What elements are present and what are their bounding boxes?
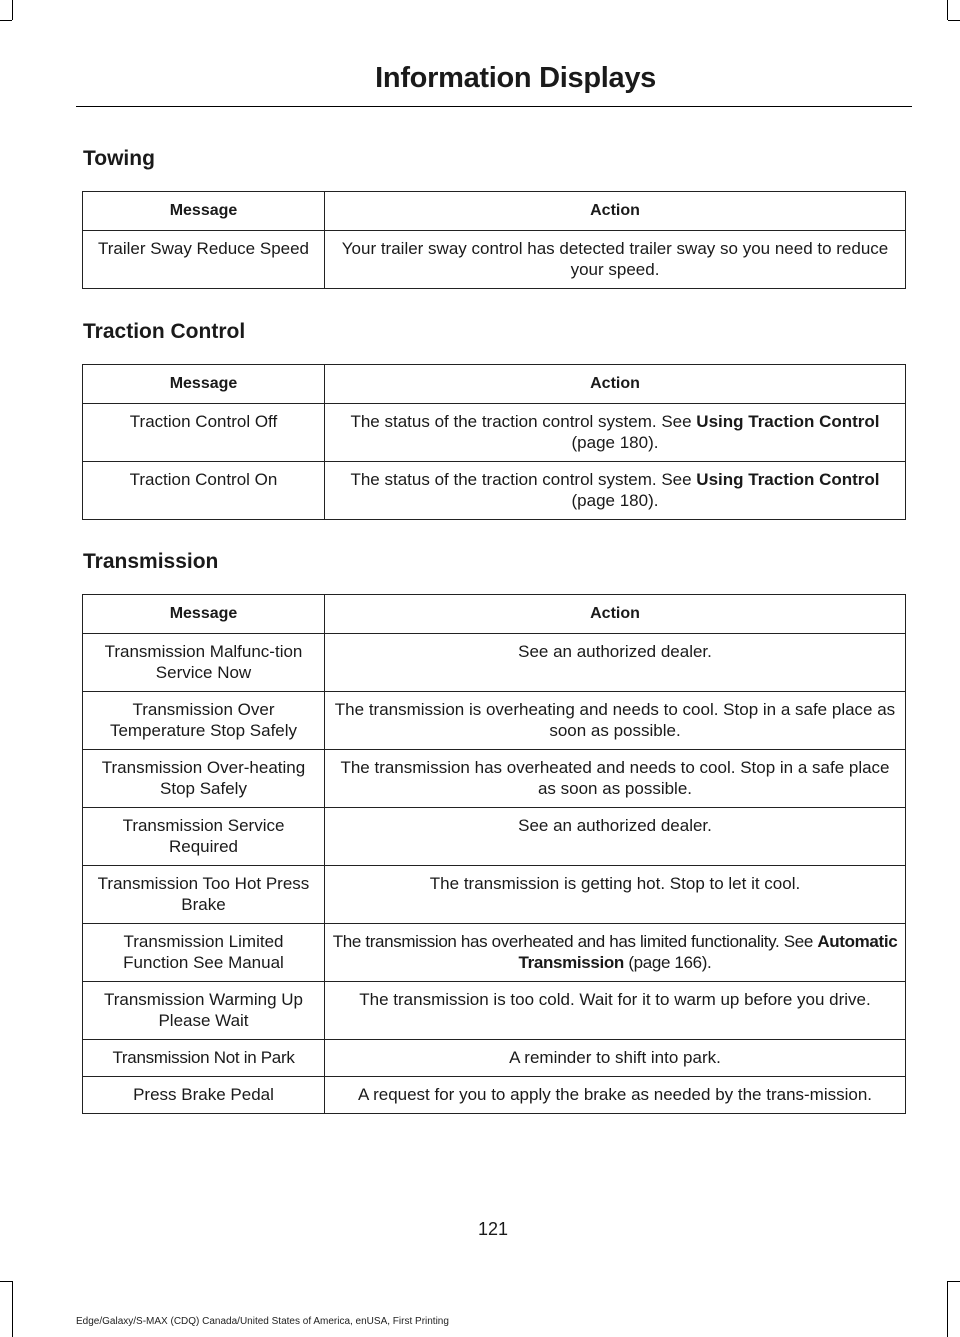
table-row	[83, 750, 906, 808]
action-cell: The transmission has overheated and needs to cool. Stop in a safe place as soon as possible.	[325, 750, 906, 808]
table-row	[83, 231, 906, 289]
crop-mark	[0, 1281, 12, 1282]
message-cell: Transmission Over Temperature Stop Safely	[83, 692, 325, 750]
action-text: The status of the traction control system. See	[350, 412, 697, 431]
section-title-traction-control: Traction Control	[83, 320, 246, 343]
crop-mark	[947, 0, 948, 20]
page-reference: (page 166).	[623, 953, 712, 972]
table-row	[83, 982, 906, 1040]
crop-mark	[947, 1281, 948, 1337]
section-title-towing: Towing	[83, 147, 155, 170]
message-cell: Transmission Over-heating Stop Safely	[83, 750, 325, 808]
cross-reference: Automatic Transmission	[518, 932, 898, 972]
message-cell: Transmission Service Required	[83, 808, 325, 866]
action-text: The status of the traction control system. See	[350, 470, 697, 489]
table-header-row	[83, 595, 906, 634]
column-header-action: Action	[325, 365, 906, 404]
crop-mark	[12, 0, 13, 20]
transmission-table	[82, 594, 906, 1114]
action-cell: Your trailer sway control has detected trailer sway so you need to reduce your speed.	[325, 231, 906, 289]
crop-mark	[948, 20, 960, 21]
message-cell: Press Brake Pedal	[83, 1077, 325, 1114]
column-header-message: Message	[83, 365, 325, 404]
traction-control-table	[82, 364, 906, 520]
page-reference: (page 180).	[571, 433, 659, 452]
column-header-message: Message	[83, 595, 325, 634]
action-cell	[325, 404, 906, 462]
towing-table	[82, 191, 906, 289]
table-row	[83, 866, 906, 924]
cross-reference: Using Traction Control	[696, 412, 880, 431]
message-cell: Transmission Too Hot Press Brake	[83, 866, 325, 924]
table-row	[83, 924, 906, 982]
message-cell: Transmission Warming Up Please Wait	[83, 982, 325, 1040]
crop-mark	[948, 1281, 960, 1282]
action-cell: A reminder to shift into park.	[325, 1040, 906, 1077]
action-text: The transmission has overheated and has limited functionality. See	[332, 932, 818, 951]
table-row	[83, 634, 906, 692]
crop-mark	[0, 20, 12, 21]
table-header-row	[83, 365, 906, 404]
table-row	[83, 692, 906, 750]
footer-text: Edge/Galaxy/S-MAX (CDQ) Canada/United States of America, enUSA, First Printing	[76, 1316, 449, 1327]
crop-mark	[12, 1281, 13, 1337]
action-cell	[325, 462, 906, 520]
message-cell: Traction Control On	[83, 462, 325, 520]
column-header-message: Message	[83, 192, 325, 231]
action-cell: The transmission is too cold. Wait for it to warm up before you drive.	[325, 982, 906, 1040]
action-cell: The transmission is getting hot. Stop to let it cool.	[325, 866, 906, 924]
message-cell: Transmission Not in Park	[83, 1040, 325, 1077]
section-title-transmission: Transmission	[83, 550, 219, 573]
table-row	[83, 462, 906, 520]
action-cell: See an authorized dealer.	[325, 634, 906, 692]
cross-reference: Using Traction Control	[696, 470, 880, 489]
column-header-action: Action	[325, 595, 906, 634]
table-row	[83, 1040, 906, 1077]
column-header-action: Action	[325, 192, 906, 231]
header-divider	[76, 106, 912, 107]
table-row	[83, 1077, 906, 1114]
message-cell: Trailer Sway Reduce Speed	[83, 231, 325, 289]
message-cell: Traction Control Off	[83, 404, 325, 462]
page-number: 121	[477, 1219, 509, 1239]
action-cell: The transmission is overheating and needs to cool. Stop in a safe place as soon as possible.	[325, 692, 906, 750]
page-reference: (page 180).	[571, 491, 659, 510]
page-title: Information Displays	[375, 62, 656, 94]
message-cell: Transmission Malfunc-tion Service Now	[83, 634, 325, 692]
action-cell: See an authorized dealer.	[325, 808, 906, 866]
action-cell	[325, 924, 906, 982]
action-cell: A request for you to apply the brake as needed by the trans-mission.	[325, 1077, 906, 1114]
table-row	[83, 808, 906, 866]
message-cell: Transmission Limited Function See Manual	[83, 924, 325, 982]
table-row	[83, 404, 906, 462]
table-header-row	[83, 192, 906, 231]
